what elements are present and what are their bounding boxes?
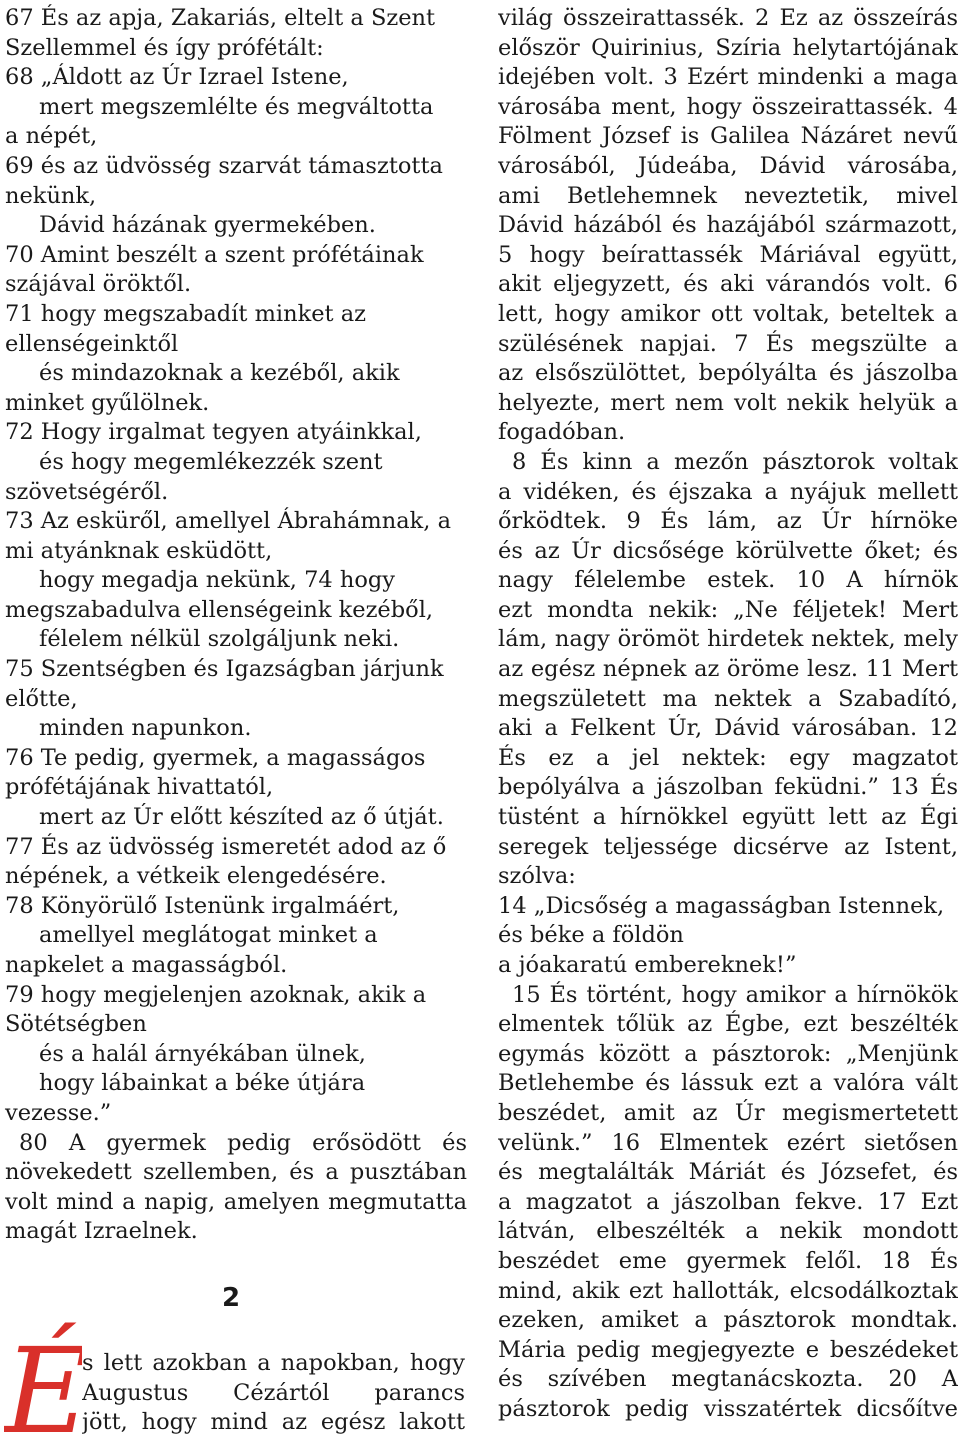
text-line: 80 A gyermek pedig erősödött és — [19, 1129, 467, 1156]
text-line: 69 és az üdvösség szarvát támasztotta — [5, 152, 443, 179]
text-line: volt mind a napig, amelyen megmutatta — [5, 1188, 467, 1215]
text-line: és az Úr dicsősége körülvette őket; és — [498, 537, 958, 564]
text-line: prófétájának hivattatól, — [5, 774, 274, 801]
text-line: a magzatot a jászolban fekve. 17 Ezt — [498, 1188, 958, 1215]
text-line: városába ment, hogy összeirattassék. 4 — [498, 93, 958, 120]
text-line: 14 „Dicsőség a magasságban Istennek, — [498, 892, 945, 919]
text-line: 71 hogy megszabadít minket az — [5, 300, 366, 327]
text-line: szülésének napjai. 7 És megszülte a — [498, 330, 958, 357]
text-line: hogy lábainkat a béke útjára — [39, 1070, 366, 1097]
text-line: és béke a földön — [498, 922, 684, 949]
text-line: lett, hogy amikor ott voltak, beteltek a — [498, 300, 958, 327]
text-line: vezesse.” — [5, 1099, 112, 1126]
text-line: seregek teljessége dicsérve az Istent, — [498, 833, 958, 860]
text-line: amellyel meglátogat minket a — [39, 922, 378, 949]
text-line: látván, elbeszélték a nekik mondott — [498, 1218, 958, 1245]
text-line: világ összeirattassék. 2 Ez az összeírás — [498, 5, 958, 31]
text-line: a népét, — [5, 123, 98, 150]
drop-cap-glyph: É — [4, 1322, 82, 1440]
text-line: Dávid házának gyermekében. — [39, 212, 376, 239]
text-line: szájával öröktől. — [5, 271, 192, 298]
text-line: előtte, — [5, 685, 78, 712]
text-line: hogy megadja nekünk, 74 hogy — [39, 567, 396, 594]
text-line: ezt mondta nekik: „Ne féljetek! Mert — [498, 596, 958, 623]
text-line: a vidéken, és éjszaka a nyájuk mellett — [498, 478, 958, 505]
text-line: 72 Hogy irgalmat tegyen atyáinkkal, — [5, 419, 422, 446]
text-line: akit eljegyzett, és aki várandós volt. 6 — [498, 271, 958, 298]
text-line: velünk.” 16 Elmentek ezért sietősen — [498, 1129, 958, 1156]
text-line: az elsőszülöttet, bepólyálta és jászolba — [498, 360, 958, 387]
text-line: napkelet a magasságból. — [5, 952, 288, 978]
chapter-opening-text — [82, 1349, 465, 1438]
text-line: 5 hogy beírattassék Máriával együtt, — [498, 241, 958, 268]
text-line: 76 Te pedig, gyermek, a magasságos — [5, 744, 426, 771]
text-line: aki a Felkent Úr, Dávid városában. 12 — [498, 715, 958, 742]
text-line: fogadóban. — [498, 419, 626, 446]
text-line: Mária pedig megjegyezte e beszédeket — [498, 1336, 958, 1363]
text-line: és hogy megemlékezzék szent — [39, 448, 383, 475]
text-line: bepólyálva a jászolban feküdni.” 13 És — [498, 774, 958, 801]
text-line: és szívében megtanácskozta. 20 A — [498, 1366, 958, 1393]
text-line: Betlehembe és lássuk ezt a valóra vált — [498, 1070, 958, 1097]
text-line: idejében volt. 3 Ezért mindenki a maga — [498, 64, 958, 91]
text-line: 78 Könyörülő Istenünk irgalmáért, — [5, 892, 400, 919]
text-line: 15 És történt, hogy amikor a hírnökök — [512, 981, 958, 1008]
text-line: egymás között a pásztorok: „Menjünk — [498, 1040, 958, 1067]
text-line: az egész népnek az öröme lesz. 11 Mert — [498, 656, 958, 683]
text-line: Fölment József is Galilea Názáret nevű — [498, 123, 958, 150]
text-line: a jóakaratú embereknek!” — [498, 952, 797, 978]
text-line: 75 Szentségben és Igazságban járjunk — [5, 656, 444, 683]
text-line: ellenségeinktől — [5, 330, 179, 357]
text-line: beszédet eme gyermek felől. 18 És — [498, 1247, 958, 1274]
text-line: félelem nélkül szolgáljunk neki. — [39, 626, 400, 653]
text-line: 73 Az esküről, amellyel Ábrahámnak, a — [5, 508, 451, 535]
text-line: nekünk, — [5, 182, 97, 209]
text-line: nagy félelembe estek. 10 A hírnök — [498, 567, 958, 594]
text-line: és mindazoknak a kezéből, akik — [39, 360, 400, 387]
text-line: pásztorok pedig visszatértek dicsőítve — [498, 1395, 958, 1422]
text-line: lám, nagy örömöt hirdetek nektek, mely — [498, 626, 958, 653]
text-line: 77 És az üdvösség ismeretét adod az ő — [5, 833, 447, 860]
right-column — [498, 4, 958, 1425]
text-line: ezeken, amiket a pásztorok mondtak. — [498, 1307, 958, 1334]
chapter-number: 2 — [222, 1283, 241, 1313]
text-line: És ez a jel nektek: egy magzatot — [498, 744, 958, 771]
text-line: őrködtek. 9 És lám, az Úr hírnöke — [498, 508, 958, 535]
text-line: magát Izraelnek. — [5, 1218, 198, 1245]
text-line: először Quirinius, Szíria helytartójának — [498, 34, 958, 61]
text-line: tüstént a hírnökkel együtt lett az Égi — [498, 804, 958, 831]
text-line: 70 Amint beszélt a szent prófétáinak — [5, 241, 424, 268]
chapter-opening-line: Augustus Cézártól parancs — [82, 1379, 465, 1406]
text-line: mind, akik ezt hallották, elcsodálkoztak — [498, 1277, 958, 1304]
text-line: 67 És az apja, Zakariás, eltelt a Szent — [5, 5, 436, 31]
chapter-opening-line: s lett azokban a napokban, hogy — [82, 1350, 465, 1376]
text-line: 8 És kinn a mezőn pásztorok voltak — [512, 448, 958, 475]
text-line: 79 hogy megjelenjen azoknak, akik a — [5, 981, 427, 1008]
text-line: mi atyánknak esküdött, — [5, 537, 273, 564]
text-line: és megtalálták Máriát és Józsefet, és — [498, 1159, 958, 1186]
text-line: Szellemmel és így prófétált: — [5, 34, 324, 61]
left-column — [5, 4, 467, 1247]
text-line: Dávid házából és hazájából származott, — [498, 212, 958, 239]
text-line: szólva: — [498, 863, 576, 890]
text-line: beszédet, amit az Úr megismertetett — [498, 1099, 958, 1126]
text-line: megszabadulva ellenségeink kezéből, — [5, 596, 434, 623]
text-line: szövetségéről. — [5, 478, 169, 505]
drop-cap-svg — [4, 1322, 82, 1440]
text-line: mert az Úr előtt készíted az ő útját. — [39, 804, 444, 831]
text-line: elmentek tőlük az Égbe, ezt beszélték — [498, 1011, 958, 1038]
text-line: mert megszemlélte és megváltotta — [39, 93, 434, 120]
drop-cap-letter — [4, 1322, 82, 1440]
text-line: növekedett szellemben, és a pusztában — [5, 1159, 467, 1186]
chapter-opening-line: jött, hogy mind az egész lakott — [82, 1409, 465, 1436]
text-line: városából, Júdeába, Dávid városába, — [498, 152, 958, 179]
text-line: 68 „Áldott az Úr Izrael Istene, — [5, 64, 349, 91]
text-line: minden napunkon. — [39, 715, 252, 742]
text-line: ami Betlehemnek neveztetik, mivel — [498, 182, 958, 209]
text-line: népének, a vétkeik elengedésére. — [5, 863, 387, 890]
text-line: megszületett ma nektek a Szabadító, — [498, 685, 958, 712]
text-line: minket gyűlölnek. — [5, 389, 210, 416]
text-line: helyezte, mert nem volt nekik helyük a — [498, 389, 958, 416]
text-line: Sötétségben — [5, 1011, 147, 1038]
text-line: és a halál árnyékában ülnek, — [39, 1040, 366, 1067]
